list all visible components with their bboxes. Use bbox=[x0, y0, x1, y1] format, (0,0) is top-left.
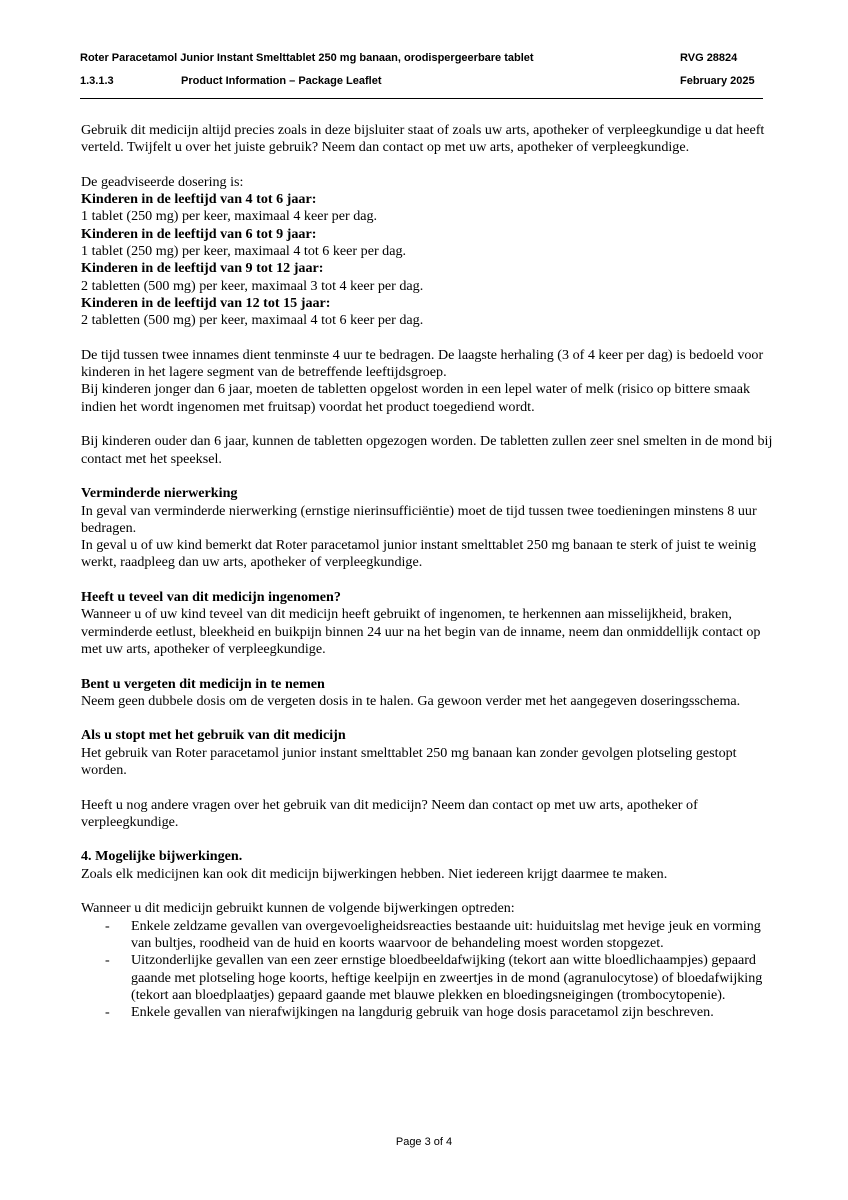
page-number: Page 3 of 4 bbox=[395, 1136, 453, 1148]
interval-paragraph: De tijd tussen twee innames dient tenminste 4 uur te bedragen. De laagste herhaling (3 of 4 keer per dag) is bedoeld voor kinderen in het lagere segment van de betreffende leeftijdsgroep. bbox=[81, 346, 764, 381]
dosage-block bbox=[81, 174, 781, 330]
overdose-paragraph: Wanneer u of uw kind teveel van dit medicijn heeft gebruikt of ingenomen, te herkennen aan misselijkheid, braken, verminderde eetlust, bleekheid en buikpijn binnen 24 uur na het begin van de inname, neem dan onmiddellijk contact op met uw arts, apotheker of verpleegkundige. bbox=[81, 606, 761, 657]
dosage-age-heading: Kinderen in de leeftijd van 6 tot 9 jaar: bbox=[81, 225, 317, 242]
dosage-age-heading: Kinderen in de leeftijd van 9 tot 12 jaar: bbox=[81, 260, 324, 277]
side-effects-list bbox=[81, 918, 781, 1022]
document-date: February 2025 bbox=[680, 75, 755, 87]
overdose-heading: Heeft u teveel van dit medicijn ingenomen? bbox=[81, 589, 341, 606]
product-title: Roter Paracetamol Junior Instant Smelttablet 250 mg banaan, orodispergeerbare tablet bbox=[80, 52, 534, 64]
list-item: - Enkele zeldzame gevallen van overgevoeligheidsreacties bestaande uit: huiduitslag met hevige jeuk en vorming van bultjes, roodheid van de huid en koorts waarvoor de behandeling moest worden stopgezet. bbox=[81, 918, 781, 953]
list-item: - Uitzonderlijke gevallen van een zeer ernstige bloedbeeldafwijking (tekort aan witte bloedlichaampjes) gepaard gaande met plotseling hoge koorts, heftige keelpijn en zweertjes in de mond (agranulocytose) of bloedafwijking (tekort aan bloedplaatjes) gepaard gaande met blauwe plekken en bloedingsneigingen (trombocytopenie). bbox=[81, 952, 781, 1004]
dosage-amount: 1 tablet (250 mg) per keer, maximaal 4 keer per dag. bbox=[81, 208, 378, 225]
renal-heading: Verminderde nierwerking bbox=[81, 485, 238, 502]
dosage-amount: 1 tablet (250 mg) per keer, maximaal 4 tot 6 keer per dag. bbox=[81, 243, 407, 260]
forgot-paragraph: Neem geen dubbele dosis om de vergeten dosis in te halen. Ga gewoon verder met het aangegeven doseringsschema. bbox=[81, 692, 741, 709]
section-number: 1.3.1.3 bbox=[80, 75, 114, 87]
dosage-age-heading: Kinderen in de leeftijd van 12 tot 15 jaar: bbox=[81, 294, 331, 311]
section-title: Product Information – Package Leaflet bbox=[181, 75, 382, 87]
list-item: - Enkele gevallen van nierafwijkingen na langdurig gebruik van hoge dosis paracetamol zijn beschreven. bbox=[81, 1004, 781, 1021]
dosage-intro: De geadviseerde dosering is: bbox=[81, 173, 244, 190]
leaflet-body bbox=[81, 122, 781, 1021]
side-effects-lead: Wanneer u dit medicijn gebruikt kunnen de volgende bijwerkingen optreden: bbox=[81, 900, 515, 917]
side-effects-heading: 4. Mogelijke bijwerkingen. bbox=[81, 848, 243, 865]
stop-heading: Als u stopt met het gebruik van dit medicijn bbox=[81, 727, 346, 744]
rvg-number: RVG 28824 bbox=[680, 52, 738, 64]
forgot-heading: Bent u vergeten dit medicijn in te nemen bbox=[81, 675, 325, 692]
stop-paragraph: Het gebruik van Roter paracetamol junior instant smelttablet 250 mg banaan kan zonder gevolgen plotseling gestopt worden. bbox=[81, 744, 737, 778]
side-effects-intro: Zoals elk medicijnen kan ook dit medicijn bijwerkingen hebben. Niet iedereen krijgt daarmee te maken. bbox=[81, 865, 668, 882]
under-6-paragraph: Bij kinderen jonger dan 6 jaar, moeten de tabletten opgelost worden in een lepel water of melk (risico op bittere smaak indien het wordt ingenomen met fruitsap) voordat het product toegediend wordt. bbox=[81, 381, 751, 415]
document-header-line-2 bbox=[80, 74, 768, 88]
effect-paragraph: In geval u of uw kind bemerkt dat Roter paracetamol junior instant smelttablet 250 mg banaan te sterk of juist te weinig werkt, raadpleeg dan uw arts, apotheker of verpleegkundige. bbox=[81, 537, 757, 571]
dosage-amount: 2 tabletten (500 mg) per keer, maximaal 3 tot 4 keer per dag. bbox=[81, 277, 424, 294]
dosage-amount: 2 tabletten (500 mg) per keer, maximaal 4 tot 6 keer per dag. bbox=[81, 312, 424, 329]
document-header-line-1 bbox=[80, 51, 768, 65]
questions-paragraph: Heeft u nog andere vragen over het gebruik van dit medicijn? Neem dan contact op met uw arts, apotheker of verpleegkundige. bbox=[81, 796, 698, 830]
dosage-age-heading: Kinderen in de leeftijd van 4 tot 6 jaar: bbox=[81, 191, 317, 208]
header-rule bbox=[80, 98, 763, 99]
intro-paragraph: Gebruik dit medicijn altijd precies zoals in deze bijsluiter staat of zoals uw arts, apotheker of verpleegkundige u dat heeft verteld. Twijfelt u over het juiste gebruik? Neem dan contact op met uw arts, apotheker of verpleegkundige. bbox=[81, 122, 765, 156]
over-6-paragraph: Bij kinderen ouder dan 6 jaar, kunnen de tabletten opgezogen worden. De tabletten zullen zeer snel smelten in de mond bij contact met het speeksel. bbox=[81, 433, 773, 467]
renal-paragraph: In geval van verminderde nierwerking (ernstige nierinsufficiëntie) moet de tijd tussen twee toedieningen minstens 8 uur bedragen. bbox=[81, 502, 757, 536]
